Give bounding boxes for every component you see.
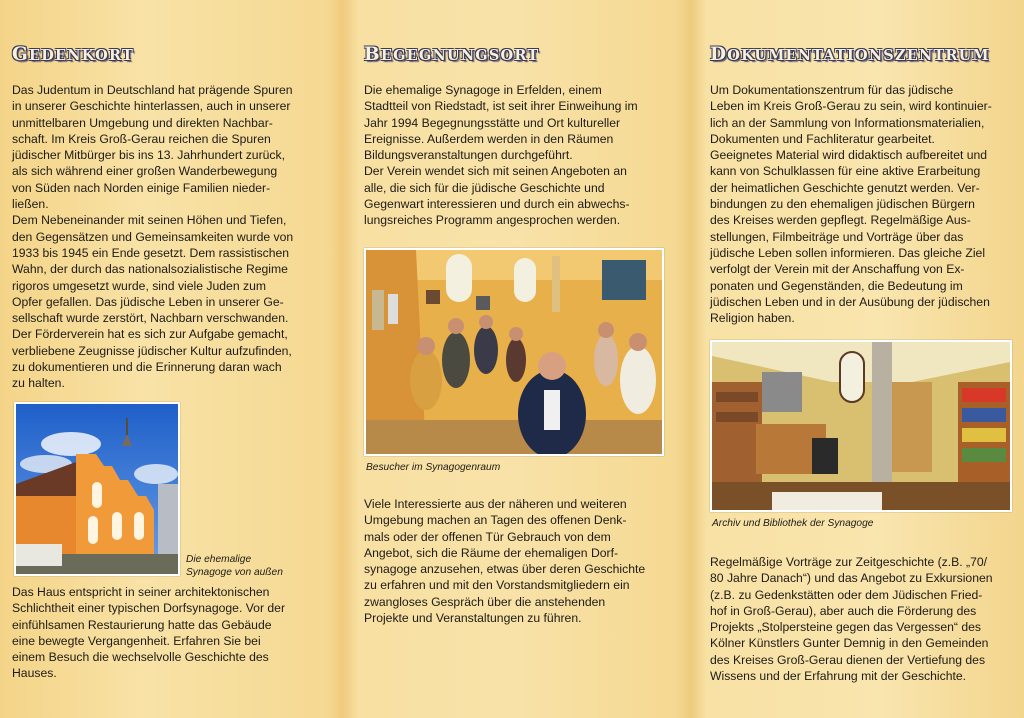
text-line: zu halten. <box>12 376 65 391</box>
text-line: lungsreiches Programm angesprochen werden. <box>364 213 621 228</box>
text-line: 80 Jahre Danach“) und das Angebot zu Exkursionen <box>710 571 993 586</box>
text-line: der heimatlichen Geschichte genutzt werden. Ver- <box>710 180 980 195</box>
photo-visitors <box>364 248 664 456</box>
text-line: Dokumenten und Fachliteratur gearbeitet. <box>710 131 935 146</box>
text-line: stellungen, Filmbeiträge und Vorträge über das <box>710 229 964 244</box>
text-line: Der Verein wendet sich mit seinen Angeboten an <box>364 164 627 179</box>
text-line: jüdische Leben sollen informieren. Das gleiche Ziel <box>710 245 986 260</box>
text-line: sellschaft wurde zerstört, Nachbarn verschwanden. <box>12 311 289 326</box>
text-line: Das Judentum in Deutschland hat prägende Spuren <box>12 83 293 97</box>
text-block-meeting <box>364 82 638 229</box>
text-line: Die ehemalige <box>186 554 252 565</box>
column-gedenkort <box>12 0 314 718</box>
text-line: mals oder der offenen Tür Gebrauch von dem <box>364 529 611 544</box>
text-line: ponaten und Gegenständen, die Bedeutung im <box>710 278 963 293</box>
text-line: jüdischen Leben und in der Ausübung der jüdischen <box>710 294 990 309</box>
text-line: in unserer Geschichte hinterlassen, auch in unserer <box>12 99 291 114</box>
text-line: lich an der Sammlung von Informationsmaterialien, <box>710 115 985 130</box>
text-line: des Kreises werden gepflegt. Regelmäßige Aus- <box>710 213 971 228</box>
text-line: hof in Groß-Gerau), aber auch die Förderung des <box>710 603 977 618</box>
text-line: Hauses. <box>12 666 57 681</box>
text-line: Leben im Kreis Groß-Gerau zu sein, wird kontinuier- <box>710 99 992 114</box>
text-line: rigoros umgesetzt wurde, sind viele Juden zum <box>12 278 267 293</box>
photo-archive-library <box>710 340 1012 512</box>
text-line: Geeignetes Material wird didaktisch aufbereitet und <box>710 148 988 163</box>
text-line: alle, die sich für die jüdische Geschichte und <box>364 180 605 195</box>
text-line: kann von Schulklassen für eine aktive Erarbeitung <box>710 164 981 179</box>
heading-begegnungsort: BEGEGNUNGSORT <box>364 44 540 65</box>
text-block-visits <box>364 496 645 626</box>
text-line: Viele Interessierte aus der näheren und weiteren <box>364 497 627 511</box>
text-line: Um Dokumentationszentrum für das jüdische <box>710 83 954 97</box>
text-line: Schlichtheit einer typischen Dorfsynagoge. Vor der <box>12 601 286 616</box>
caption-archive <box>712 517 873 530</box>
text-block-documentation <box>710 82 992 326</box>
text-line: zu erfahren und mit den Vorstandsmitgliedern ein <box>364 578 630 593</box>
text-line: eine bewegte Vergangenheit. Erfahren Sie bei <box>12 633 261 648</box>
heading-dokumentationszentrum: DOKUMENTATIONSZENTRUM <box>710 44 990 65</box>
text-line: ließen. <box>12 197 49 212</box>
text-line: Religion haben. <box>710 311 795 326</box>
text-line: synagoge anzusehen, etwas über deren Geschichte <box>364 562 646 577</box>
text-line: Opfer gefallen. Das jüdische Leben in unserer Ge- <box>12 294 284 309</box>
text-line: Der Förderverein hat es sich zur Aufgabe gemacht, <box>12 327 288 342</box>
text-block-lectures <box>710 554 993 684</box>
photo-synagogue-exterior <box>14 402 180 576</box>
text-line: Archiv und Bibliothek der Synagoge <box>712 518 874 529</box>
text-line: Wissens und der Erfahrung mit der Geschichte. <box>710 669 967 684</box>
text-line: schaft. Im Kreis Groß-Gerau reichen die Spuren <box>12 131 271 146</box>
text-line: Bildungsveranstaltungen durchgeführt. <box>364 148 573 163</box>
text-line: zwangloses Gespräch über die anstehenden <box>364 594 606 609</box>
text-line: einem Besuch die wechselvolle Geschichte des <box>12 650 269 665</box>
text-line: Stadtteil von Riedstadt, ist seit ihrer Einweihung im <box>364 99 638 114</box>
column-begegnungsort <box>364 0 664 718</box>
text-line: Projekte und Veranstaltungen zu führen. <box>364 611 582 626</box>
text-line: Das Haus entspricht in seiner architektonischen <box>12 585 270 599</box>
text-line: unmittelbaren Umgebung und direkten Nachbar- <box>12 115 273 130</box>
text-line: Projekts „Stolpersteine gegen das Vergessen“ des <box>710 620 981 635</box>
text-line: als sich während einer großen Wanderbewegung <box>12 164 278 179</box>
text-line: Jahr 1994 Begegnungsstätte und Ort kultureller <box>364 115 621 130</box>
text-line: Synagoge von außen <box>186 567 283 578</box>
text-line: (z.B. zu Gedenkstätten oder dem Jüdischen Fried- <box>710 587 983 602</box>
text-line: bindungen zu den ehemaligen jüdischen Bürgern <box>710 197 975 212</box>
text-line: jüdischer Mitbürger bis ins 13. Jahrhundert zurück, <box>12 148 285 163</box>
text-line: einfühlsamen Restaurierung hatte das Gebäude <box>12 617 272 632</box>
text-line: Wahn, der durch das nationalsozialistische Regime <box>12 262 288 277</box>
text-line: verfolgt der Verein mit der Anschaffung von Ex- <box>710 262 965 277</box>
text-block-intro <box>12 82 293 392</box>
text-block-house <box>12 584 285 682</box>
text-line: Besucher im Synagogenraum <box>366 462 501 473</box>
text-line: Ereignisse. Außerdem werden in den Räumen <box>364 131 614 146</box>
caption-exterior <box>186 553 283 579</box>
caption-visitors <box>366 461 500 474</box>
text-line: 1933 bis 1945 ein Ende gesetzt. Dem rassistischen <box>12 245 290 260</box>
text-line: Angebot, sich die Räume der ehemaligen Dorf- <box>364 545 619 560</box>
text-line: Kölner Künstlers Gunter Demnig in den Gemeinden <box>710 636 989 651</box>
text-line: des Kreises Groß-Gerau dienen der Vertiefung des <box>710 652 986 667</box>
text-line: Umgebung machen an Tagen des offenen Denk- <box>364 513 627 528</box>
text-line: Dem Nebeneinander mit seinen Höhen und Tiefen, <box>12 213 287 228</box>
text-line: den Gegensätzen und Gemeinsamkeiten wurde von <box>12 229 294 244</box>
text-line: Gegenwart interessieren und durch ein abwechs- <box>364 197 630 212</box>
heading-gedenkort: GEDENKORT <box>12 44 134 65</box>
text-line: verbliebene Zeugnisse jüdischer Kultur aufzufinden, <box>12 343 292 358</box>
text-line: von Süden nach Norden einige Familien nieder- <box>12 180 271 195</box>
text-line: Die ehemalige Synagoge in Erfelden, einem <box>364 83 602 97</box>
text-line: Regelmäßige Vorträge zur Zeitgeschichte (z.B. „70/ <box>710 555 988 569</box>
column-dokumentationszentrum <box>710 0 1012 718</box>
text-line: zu dokumentieren und die Erinnerung daran wach <box>12 360 282 375</box>
